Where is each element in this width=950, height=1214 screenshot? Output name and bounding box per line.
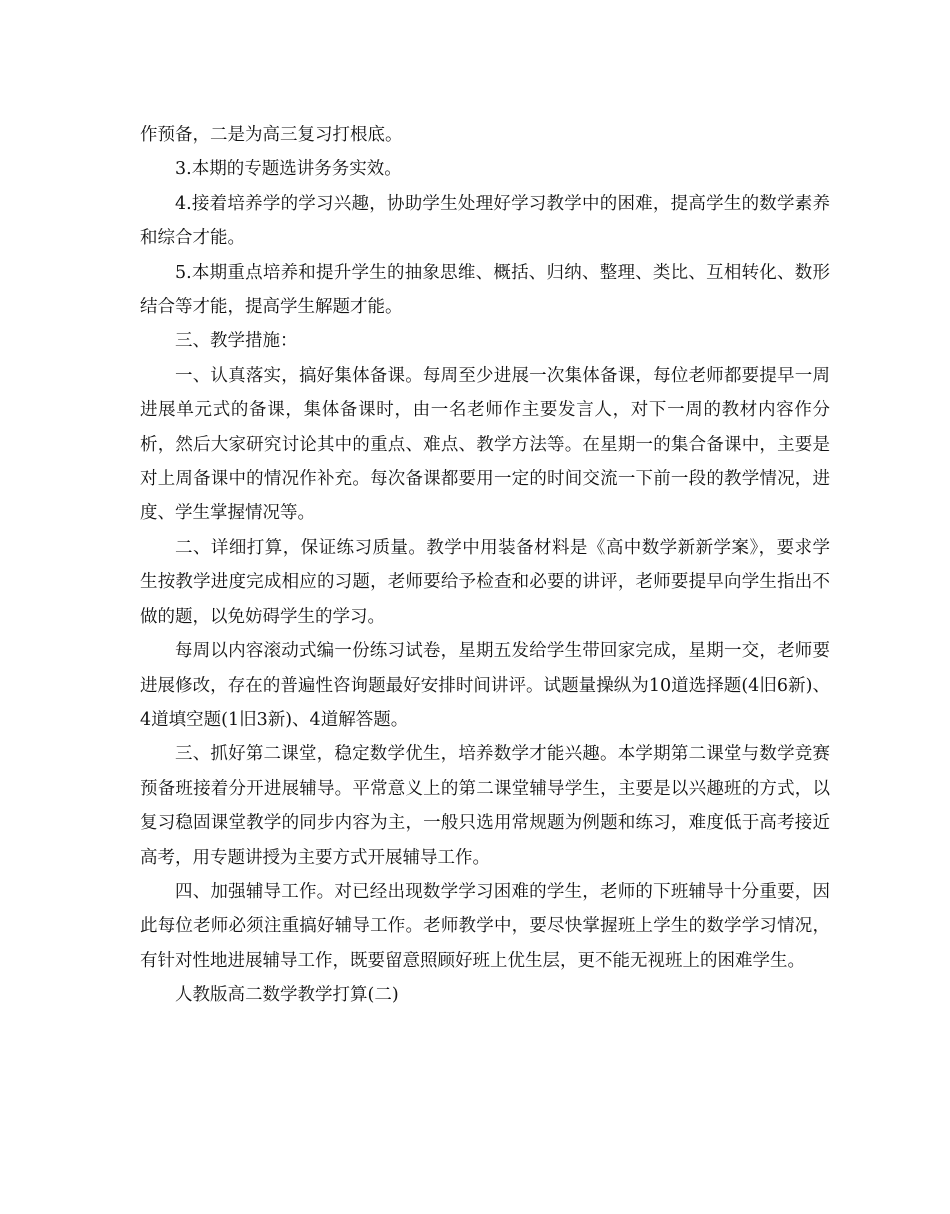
paragraph-measure-2: 二、详细打算，保证练习质量。教学中用装备材料是《高中数学新新学案》，要求学生按教学进度完成相应的习题，老师要给予检查和必要的讲评，老师要提早向学生指出不做的题，以免妨碍学生的学习。 <box>140 537 830 627</box>
paragraph-item-3: 3.本期的专题选讲务务实效。 <box>175 159 402 180</box>
paragraph-measure-3: 三、抓好第二课堂，稳定数学优生，培养数学才能兴趣。本学期第二课堂与数学竞赛预备班接着分开进展辅导。平常意义上的第二课堂辅导学生，主要是以兴趣班的方式，以复习稳固课堂教学的同步内容为主，一般只选用常规题为例题和练习，难度低于高考接近高考，用专题讲授为主要方式开展辅导工作。 <box>140 744 830 868</box>
paragraph-weekly-test: 每周以内容滚动式编一份练习试卷，星期五发给学生带回家完成，星期一交，老师要进展修改，存在的普遍性咨询题最好安排时间讲评。试题量操纵为10道选择题(4旧6新)、4道填空题(1旧3新)、4道解答题。 <box>140 641 830 730</box>
paragraph-item-5: 5.本期重点培养和提升学生的抽象思维、概括、归纳、整理、类比、互相转化、数形结合等才能，提高学生解题才能。 <box>140 262 830 318</box>
paragraph-item-4: 4.接着培养学的学习兴趣，协助学生处理好学习教学中的困难，提高学生的数学素养和综合才能。 <box>140 193 830 249</box>
paragraph-measure-4: 四、加强辅导工作。对已经出现数学学习困难的学生，老师的下班辅导十分重要，因此每位老师必须注重搞好辅导工作。老师教学中，要尽快掌握班上学生的数学学习情况，有针对性地进展辅导工作，既要留意照顾好班上优生层，更不能无视班上的困难学生。 <box>140 881 830 971</box>
section-heading-teaching-measures: 三、教学措施： <box>175 331 298 352</box>
document-body <box>140 118 830 1013</box>
paragraph-continuation: 作预备，二是为高三复习打根底。 <box>140 125 403 145</box>
paragraph-measure-1: 一、认真落实，搞好集体备课。每周至少进展一次集体备课，每位老师都要提早一周进展单元式的备课，集体备课时，由一名老师作主要发言人，对下一周的教材内容作分析，然后大家研究讨论其中的重点、难点、教学方法等。在星期一的集合备课中，主要是对上周备课中的情况作补充。每次备课都要用一定的时间交流一下前一段的教学情况，进度、学生掌握情况等。 <box>140 365 830 524</box>
section-title-plan-two: 人教版高二数学教学打算(二) <box>175 985 399 1006</box>
